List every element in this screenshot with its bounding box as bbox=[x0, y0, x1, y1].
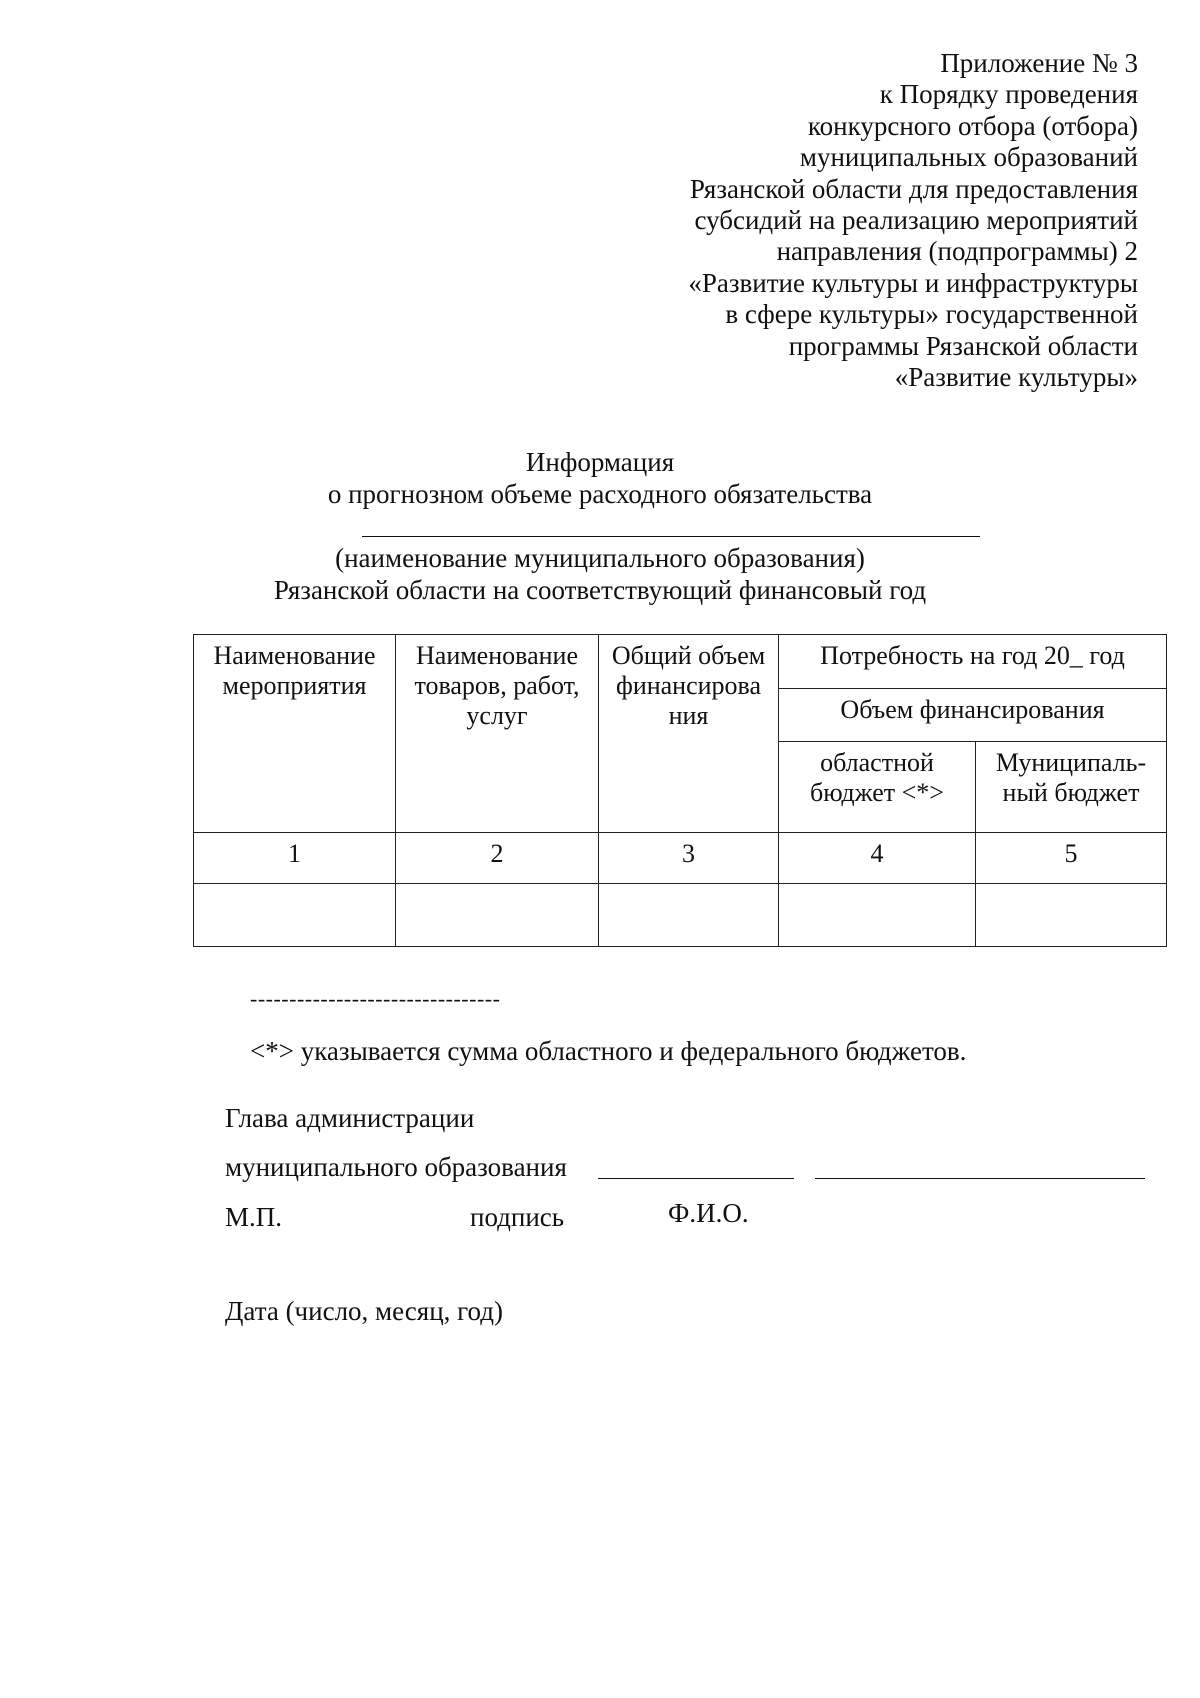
header-financing-volume: Объем финансирования bbox=[779, 689, 1167, 742]
table-cell-empty[interactable] bbox=[976, 884, 1167, 947]
appendix-line: муниципальных образований bbox=[799, 142, 1138, 173]
seal-label: М.П. bbox=[225, 1202, 283, 1232]
appendix-line: «Развитие культуры» bbox=[894, 362, 1138, 393]
signature-caption: подпись bbox=[470, 1202, 565, 1232]
date-label: Дата (число, месяц, год) bbox=[225, 1296, 503, 1326]
header-total-financing: Общий объем финансирова ния bbox=[599, 635, 779, 833]
head-label-line2: муниципального образования bbox=[225, 1152, 567, 1182]
financing-table bbox=[193, 634, 1167, 947]
column-number: 4 bbox=[779, 833, 976, 884]
fio-line[interactable] bbox=[815, 1178, 1145, 1179]
column-number: 5 bbox=[976, 833, 1167, 884]
document-subtitle: о прогнозном объеме расходного обязательства bbox=[327, 479, 873, 509]
appendix-line: Рязанской области для предоставления bbox=[689, 173, 1138, 204]
header-regional-budget: областной бюджет <*> bbox=[779, 742, 976, 833]
municipality-name-line[interactable] bbox=[362, 536, 980, 537]
table-cell-empty[interactable] bbox=[779, 884, 976, 947]
appendix-line: программы Рязанской области bbox=[788, 330, 1138, 361]
fio-caption: Ф.И.О. bbox=[668, 1198, 749, 1228]
appendix-line: Приложение № 3 bbox=[940, 48, 1138, 78]
municipality-caption: (наименование муниципального образования) bbox=[335, 543, 865, 573]
signature-line[interactable] bbox=[598, 1178, 794, 1179]
table-cell-empty[interactable] bbox=[599, 884, 779, 947]
footnote-separator: -------------------------------- bbox=[250, 986, 501, 1011]
column-number: 2 bbox=[396, 833, 599, 884]
header-need-year: Потребность на год 20_ год bbox=[779, 635, 1167, 689]
appendix-line: к Порядку проведения bbox=[879, 79, 1138, 110]
header-goods-name: Наименование товаров, работ, услуг bbox=[396, 635, 599, 833]
appendix-line: направления (подпрограммы) 2 bbox=[776, 236, 1138, 267]
appendix-line: «Развитие культуры и инфраструктуры bbox=[688, 267, 1138, 298]
footnote: <*> указывается сумма областного и федерального бюджетов. bbox=[250, 1036, 967, 1066]
column-number: 1 bbox=[194, 833, 396, 884]
appendix-line: в сфере культуры» государственной bbox=[725, 299, 1138, 330]
header-event-name: Наименование мероприятия bbox=[194, 635, 396, 833]
header-municipal-budget: Муниципаль-ный бюджет bbox=[976, 742, 1167, 833]
column-number: 3 bbox=[599, 833, 779, 884]
table-cell-empty[interactable] bbox=[194, 884, 396, 947]
appendix-line: конкурсного отбора (отбора) bbox=[807, 110, 1138, 141]
appendix-line: субсидий на реализацию мероприятий bbox=[694, 205, 1138, 236]
table-cell-empty[interactable] bbox=[396, 884, 599, 947]
document-title: Информация bbox=[525, 447, 675, 477]
appendix-header bbox=[498, 48, 1138, 393]
head-label-line1: Глава администрации bbox=[225, 1103, 475, 1133]
region-line: Рязанской области на соответствующий финансовый год bbox=[273, 575, 927, 605]
